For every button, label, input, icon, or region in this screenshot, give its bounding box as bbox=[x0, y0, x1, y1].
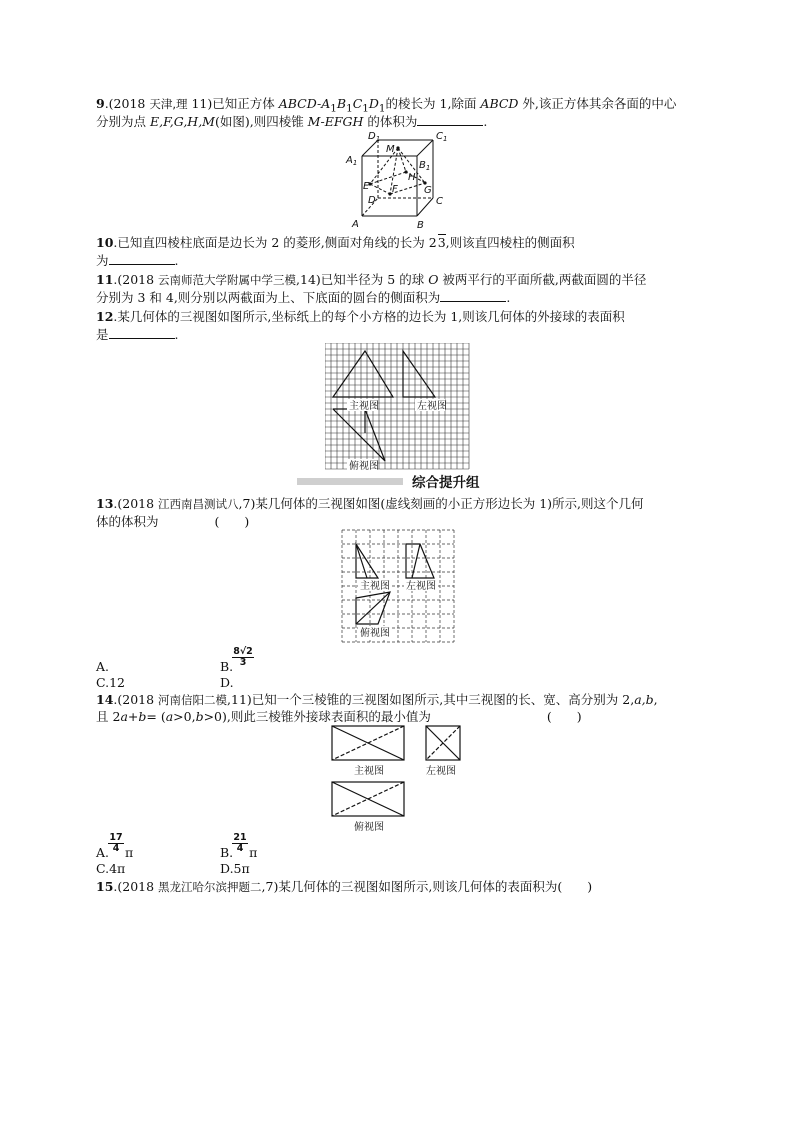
q9-math: E,F,G,H,M bbox=[149, 114, 215, 129]
q10-line2 bbox=[96, 253, 179, 269]
q13-optionB-denominator: 3 bbox=[232, 657, 254, 668]
q14-option-C[interactable]: C.4π bbox=[96, 861, 126, 876]
q14-text: ,11)已知一个三棱锥的三视图如图所示,其中三视图的长、宽、高分别为 2, bbox=[227, 692, 635, 707]
q14-source: 河南信阳二模 bbox=[158, 693, 228, 707]
section-bar bbox=[297, 478, 403, 485]
q12-top-view-caption: 俯视图 bbox=[349, 461, 379, 471]
q11-text: . bbox=[506, 290, 511, 305]
q14-answer-paren: ( ) bbox=[546, 709, 582, 724]
answer-blank bbox=[440, 290, 506, 302]
q14-option-D[interactable]: D.5π bbox=[220, 861, 250, 876]
q9-cube-figure bbox=[340, 128, 460, 232]
q9-label-B: B bbox=[417, 220, 424, 231]
q14-math: a,b bbox=[634, 692, 654, 707]
q10-sqrt bbox=[438, 234, 446, 250]
q14-line2 bbox=[96, 709, 582, 725]
q12-text: .某几何体的三视图如图所示,坐标纸上的每个小方格的边长为 1,则该几何体的外接球的表面积 bbox=[113, 309, 625, 324]
q14-optionB-label: B. bbox=[220, 845, 234, 860]
q9-text: 11)已知正方体 bbox=[187, 96, 279, 111]
q13-top-view-caption: 俯视图 bbox=[360, 628, 390, 639]
q13-option-B[interactable]: B. bbox=[220, 659, 234, 674]
q9-label-A1: $A_1$ bbox=[346, 155, 358, 167]
q13-answer-paren: ( ) bbox=[214, 514, 250, 529]
q9-label-D1: $D_1$ bbox=[368, 131, 381, 143]
q11-line2 bbox=[96, 290, 510, 306]
q9-text: 分别为点 bbox=[96, 114, 150, 129]
q9-label-A: A bbox=[352, 219, 359, 230]
q10-number: 10 bbox=[96, 235, 114, 250]
q13-option-C[interactable]: C.12 bbox=[96, 675, 125, 690]
q9-subscript: 1 bbox=[330, 102, 337, 115]
q11-text: 被两平行的平面所截,两截面圆的半径 bbox=[438, 272, 647, 287]
q9-text: 外,该正方体其余各面的中心 bbox=[518, 96, 677, 111]
q9-text: (如图),则四棱锥 bbox=[214, 114, 308, 129]
q15-source: 黑龙江哈尔滨押题二 bbox=[158, 880, 262, 894]
q11-text: .(2018 bbox=[113, 272, 159, 287]
q13-option-A[interactable]: A. bbox=[96, 659, 110, 674]
q13-line1 bbox=[96, 496, 644, 512]
q14-optionA-label: A. bbox=[96, 845, 110, 860]
q11-source: 云南师范大学附属中学三模 bbox=[158, 273, 297, 287]
q9-text: 的体积为 bbox=[363, 114, 418, 129]
q9-text: . bbox=[483, 114, 488, 129]
q14-optionA-numerator: 17 bbox=[109, 832, 123, 843]
q14-left-view-caption: 左视图 bbox=[426, 766, 456, 777]
q11-text: 分别为 3 和 4,则分别以两截面为上、下底面的圆台的侧面积为 bbox=[96, 290, 441, 305]
q13-left-view-caption: 左视图 bbox=[406, 581, 436, 592]
answer-blank bbox=[417, 114, 483, 126]
q14-option-B[interactable] bbox=[220, 846, 257, 860]
q12-main-view-caption: 主视图 bbox=[349, 401, 379, 412]
q9-math: C bbox=[352, 96, 363, 111]
q11-line1 bbox=[96, 272, 646, 288]
q15-text: ,7)某几何体的三视图如图所示,则该几何体的表面积为( ) bbox=[261, 879, 593, 894]
q14-optionB-pi: π bbox=[249, 845, 258, 860]
q14-text: 且 2 bbox=[96, 709, 121, 724]
q14-optionA-pi: π bbox=[125, 845, 134, 860]
q9-label-H: H bbox=[408, 172, 416, 183]
q14-main-view-caption: 主视图 bbox=[354, 766, 384, 777]
q14-optionB-denominator: 4 bbox=[232, 843, 248, 854]
q13-text: 体的体积为 bbox=[96, 514, 159, 529]
q10-text: ,则该直四棱柱的侧面积 bbox=[445, 235, 575, 250]
q13-source: 江西南昌测试八 bbox=[158, 497, 239, 511]
q13-option-D[interactable]: D. bbox=[220, 675, 234, 690]
q12-three-view-figure bbox=[325, 343, 470, 471]
q9-label-F: F bbox=[392, 184, 398, 195]
q13-text: ,7)某几何体的三视图如图(虚线刻画的小正方形边长为 1)所示,则这个几何 bbox=[238, 496, 644, 511]
q13-three-view-figure bbox=[340, 528, 456, 644]
q12-number: 12 bbox=[96, 309, 114, 324]
q15-text: .(2018 bbox=[113, 879, 159, 894]
q9-source: 天津,理 bbox=[149, 97, 188, 111]
q14-text: >0, bbox=[173, 709, 196, 724]
q12-left-view-caption: 左视图 bbox=[417, 401, 447, 412]
q10-sqrt-arg: 3 bbox=[437, 235, 446, 250]
q11-text: ,14)已知半径为 5 的球 bbox=[296, 272, 429, 287]
q13-number: 13 bbox=[96, 496, 114, 511]
q9-subscript: 1 bbox=[362, 102, 369, 115]
q14-three-view-figure bbox=[330, 724, 470, 834]
q10-text: .已知直四棱柱底面是边长为 2 的菱形,侧面对角线的长为 2 bbox=[113, 235, 437, 250]
q14-text: = ( bbox=[146, 709, 166, 724]
q9-label-C: C bbox=[436, 196, 443, 207]
q12-line2 bbox=[96, 327, 179, 343]
q9-subscript: 1 bbox=[346, 102, 353, 115]
q10-text: 为 bbox=[96, 253, 109, 268]
q13-optionB-fraction bbox=[232, 647, 254, 668]
q13-optionB-numerator: 8√2 bbox=[233, 646, 253, 657]
q15-number: 15 bbox=[96, 879, 114, 894]
q14-math: b bbox=[195, 709, 204, 724]
q14-text: , bbox=[653, 692, 658, 707]
answer-blank bbox=[109, 327, 175, 339]
q9-label-C1: $C_1$ bbox=[436, 131, 448, 143]
q9-text: 的棱长为 1,除面 bbox=[385, 96, 481, 111]
q9-number: 9 bbox=[96, 96, 105, 111]
q9-math: ABCD bbox=[480, 96, 519, 111]
q13-main-view-caption: 主视图 bbox=[360, 581, 390, 592]
q14-text: >0),则此三棱锥外接球表面积的最小值为 bbox=[203, 709, 431, 724]
q9-math: M-EFGH bbox=[307, 114, 364, 129]
q15-line1 bbox=[96, 879, 592, 895]
q14-top-view-caption: 俯视图 bbox=[354, 822, 384, 833]
q14-math: a bbox=[165, 709, 174, 724]
q9-math: D bbox=[368, 96, 379, 111]
q14-line1 bbox=[96, 692, 658, 708]
q9-subscript: 1 bbox=[378, 102, 386, 115]
q9-label-B1: $B_1$ bbox=[419, 160, 431, 172]
q9-label-G: G bbox=[424, 185, 432, 196]
q10-line1 bbox=[96, 235, 575, 251]
q9-math: ABCD-A bbox=[278, 96, 331, 111]
q12-text: 是 bbox=[96, 327, 109, 342]
answer-blank bbox=[109, 253, 175, 265]
q14-text: .(2018 bbox=[113, 692, 159, 707]
q14-optionA-denominator: 4 bbox=[108, 843, 124, 854]
q12-text: . bbox=[174, 327, 179, 342]
q11-number: 11 bbox=[96, 272, 114, 287]
q9-text: .(2018 bbox=[104, 96, 150, 111]
q14-math: a+b bbox=[120, 709, 147, 724]
q14-number: 14 bbox=[96, 692, 114, 707]
q14-option-A[interactable] bbox=[96, 846, 133, 860]
q9-label-E: E bbox=[363, 181, 370, 192]
q9-math: B bbox=[336, 96, 347, 111]
q11-math: O bbox=[428, 272, 439, 287]
q12-line1 bbox=[96, 309, 625, 325]
q14-optionB-numerator: 21 bbox=[233, 832, 247, 843]
q13-text: .(2018 bbox=[113, 496, 159, 511]
q9-label-M: M bbox=[386, 144, 395, 155]
q9-label-D: D bbox=[368, 195, 376, 206]
section-title: 综合提升组 bbox=[412, 475, 480, 491]
q10-text: . bbox=[174, 253, 179, 268]
q13-line2 bbox=[96, 514, 249, 530]
